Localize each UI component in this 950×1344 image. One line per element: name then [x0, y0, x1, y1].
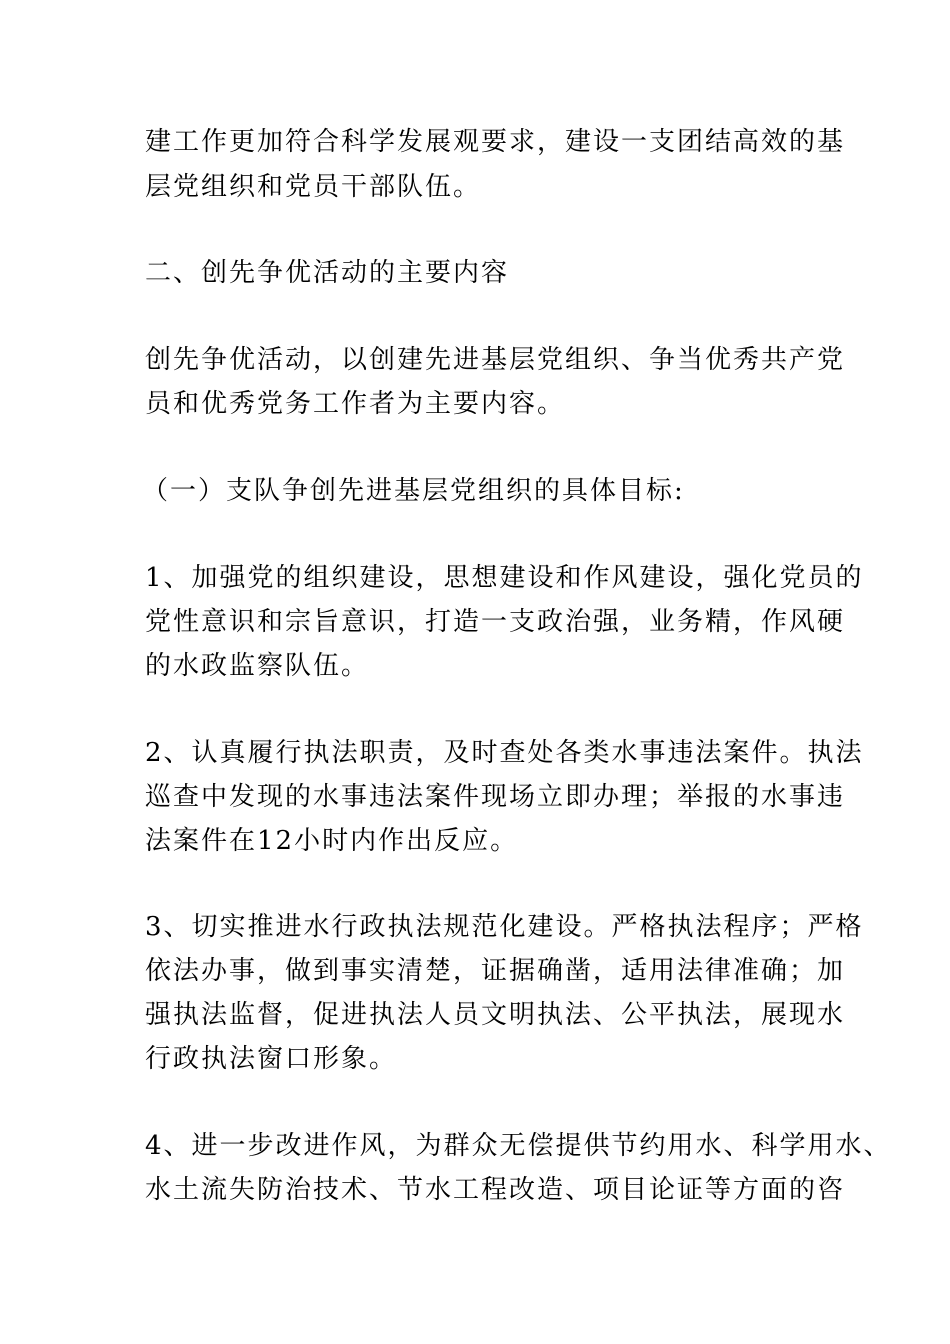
list-item-line: 党性意识和宗旨意识，打造一支政治强，业务精，作风硬: [145, 607, 846, 637]
list-item-line: 法案件在12小时内作出反应。: [145, 826, 519, 856]
list-item-line: 1、加强党的组织建设，思想建设和作风建设，强化党员的: [145, 563, 864, 593]
subsection-heading: （一）支队争创先进基层党组织的具体目标:: [142, 476, 685, 506]
list-item-line: 强执法监督，促进执法人员文明执法、公平执法，展现水: [145, 1000, 846, 1030]
list-item-line: 2、认真履行执法职责，及时查处各类水事违法案件。执法: [145, 738, 864, 768]
list-item-line: 4、进一步改进作风，为群众无偿提供节约用水、科学用水、: [145, 1131, 892, 1161]
paragraph-line: 创先争优活动，以创建先进基层党组织、争当优秀共产党: [145, 345, 846, 375]
paragraph-line: 员和优秀党务工作者为主要内容。: [145, 389, 566, 419]
list-item-line: 3、切实推进水行政执法规范化建设。严格执法程序；严格: [145, 912, 864, 942]
list-item-line: 依法办事，做到事实清楚，证据确凿，适用法律准确；加: [145, 956, 846, 986]
section-heading: 二、创先争优活动的主要内容: [145, 258, 510, 288]
paragraph-line: 建工作更加符合科学发展观要求，建设一支团结高效的基: [145, 127, 846, 157]
list-item-line: 巡查中发现的水事违法案件现场立即办理；举报的水事违: [145, 782, 846, 812]
paragraph-line: 层党组织和党员干部队伍。: [145, 172, 482, 202]
list-item-line: 水土流失防治技术、节水工程改造、项目论证等方面的咨: [145, 1175, 846, 1205]
list-item-line: 的水政监察队伍。: [145, 651, 370, 681]
list-item-line: 行政执法窗口形象。: [145, 1044, 398, 1074]
